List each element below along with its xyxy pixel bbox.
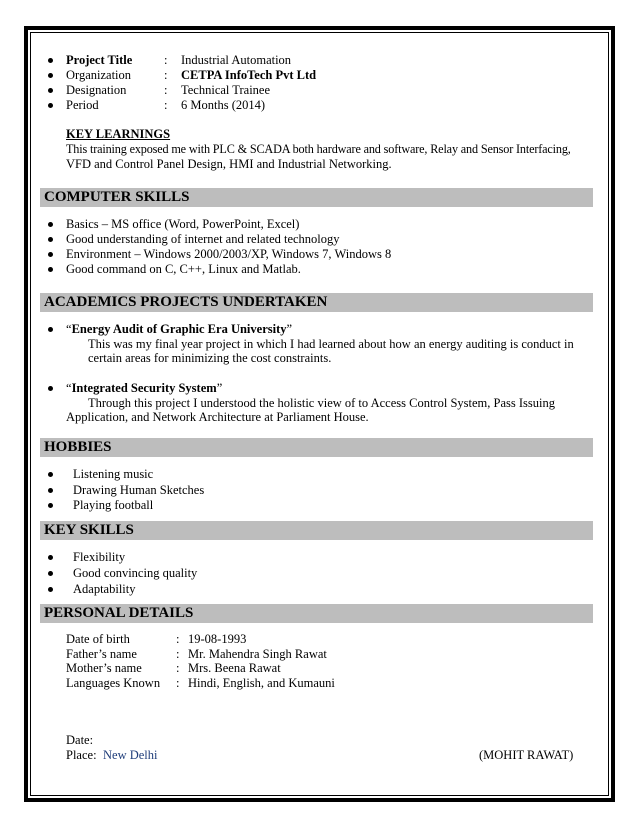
- list-item: Drawing Human Sketches: [73, 483, 205, 497]
- key-learnings-text-line2: VFD and Control Panel Design, HMI and Industrial Networking.: [66, 157, 392, 171]
- bullet: [48, 488, 53, 493]
- bullet: [48, 88, 53, 93]
- date-label: Date:: [66, 733, 94, 747]
- bullet: [48, 571, 53, 576]
- dob-value: 19-08-1993: [188, 632, 247, 646]
- hobbies-heading: HOBBIES: [44, 439, 112, 455]
- project-1-desc-line2: certain areas for minimizing the cost constraints.: [88, 351, 332, 365]
- personal-details-heading: PERSONAL DETAILS: [44, 605, 194, 621]
- list-item: Listening music: [73, 467, 154, 481]
- bullet: [48, 503, 53, 508]
- bullet: [48, 58, 53, 63]
- organization-value: CETPA InfoTech Pvt Ltd: [181, 68, 317, 82]
- bullet: [48, 327, 53, 332]
- list-item: Good convincing quality: [73, 566, 198, 580]
- computer-skills-heading: COMPUTER SKILLS: [44, 189, 190, 205]
- designation-value: Technical Trainee: [181, 83, 271, 97]
- key-learnings-text-line1: This training exposed me with PLC & SCADA both hardware and software, Relay and Sensor Interfacing,: [66, 142, 571, 156]
- dob-label: Date of birth: [66, 632, 130, 646]
- period-label: Period: [66, 98, 99, 112]
- colon: :: [176, 661, 180, 675]
- hobbies-header-band: [40, 438, 593, 457]
- list-item: Playing football: [73, 498, 154, 512]
- bullet: [48, 472, 53, 477]
- colon: :: [176, 647, 180, 661]
- place-value: New Delhi: [103, 748, 158, 762]
- languages-value: Hindi, English, and Kumauni: [188, 676, 335, 690]
- bullet: [48, 237, 53, 242]
- bullet: [48, 555, 53, 560]
- project-2-desc-line1: Through this project I understood the holistic view of to Access Control System, Pass Issuing: [88, 396, 555, 410]
- list-item: Adaptability: [73, 582, 136, 596]
- bullet: [48, 267, 53, 272]
- period-value: 6 Months (2014): [181, 98, 266, 112]
- project-2-desc-line2: Application, and Network Architecture at Parliament House.: [66, 410, 369, 424]
- colon: :: [164, 68, 168, 82]
- project-1-desc-line1: This was my final year project in which I had learned about how an energy auditing is conduct in: [88, 337, 574, 351]
- key-skills-heading: KEY SKILLS: [44, 522, 134, 538]
- colon: :: [176, 632, 180, 646]
- list-item: Flexibility: [73, 550, 126, 564]
- bullet: [48, 103, 53, 108]
- list-item: Basics – MS office (Word, PowerPoint, Excel): [66, 217, 300, 231]
- father-name-value: Mr. Mahendra Singh Rawat: [188, 647, 327, 661]
- mother-name-label: Mother’s name: [66, 661, 142, 675]
- languages-label: Languages Known: [66, 676, 161, 690]
- colon: :: [164, 83, 168, 97]
- bullet: [48, 587, 53, 592]
- bullet: [48, 73, 53, 78]
- colon: :: [164, 98, 168, 112]
- project-2-title: “Integrated Security System”: [66, 381, 223, 395]
- project-1-title: “Energy Audit of Graphic Era University”: [66, 322, 293, 336]
- list-item: Good command on C, C++, Linux and Matlab.: [66, 262, 301, 276]
- designation-label: Designation: [66, 83, 127, 97]
- place-label: Place:: [66, 748, 97, 762]
- project-title-value: Industrial Automation: [181, 53, 292, 67]
- academic-projects-heading: ACADEMICS PROJECTS UNDERTAKEN: [44, 294, 328, 310]
- list-item: Good understanding of internet and related technology: [66, 232, 340, 246]
- mother-name-value: Mrs. Beena Rawat: [188, 661, 281, 675]
- signature-name: (MOHIT RAWAT): [479, 748, 574, 762]
- colon: :: [164, 53, 168, 67]
- colon: :: [176, 676, 180, 690]
- bullet: [48, 252, 53, 257]
- key-learnings-heading: KEY LEARNINGS: [66, 127, 171, 141]
- list-item: Environment – Windows 2000/2003/XP, Windows 7, Windows 8: [66, 247, 392, 261]
- project-title-label: Project Title: [66, 53, 133, 67]
- organization-label: Organization: [66, 68, 132, 82]
- bullet: [48, 222, 53, 227]
- father-name-label: Father’s name: [66, 647, 137, 661]
- bullet: [48, 386, 53, 391]
